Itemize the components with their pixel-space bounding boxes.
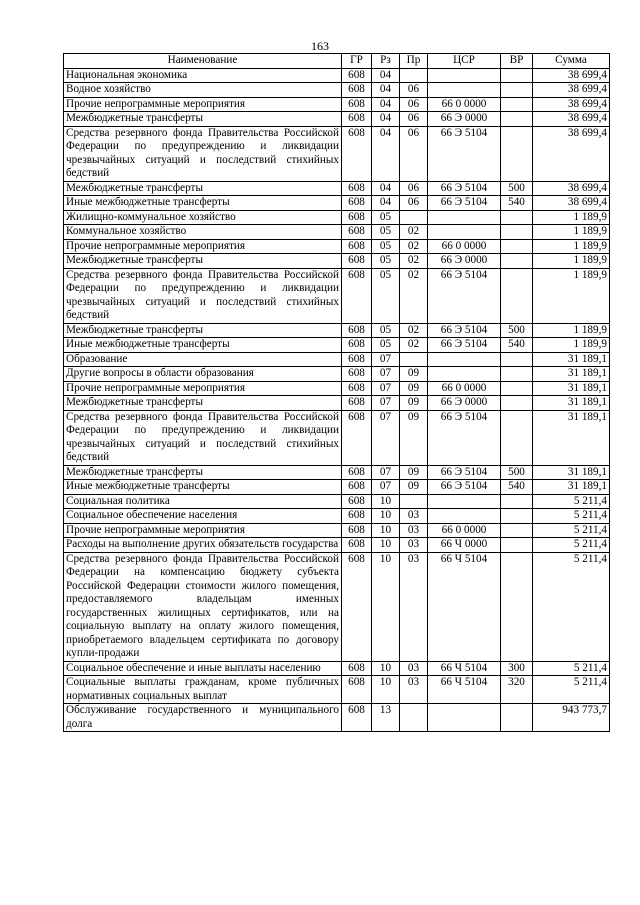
cell-name: Средства резервного фонда Правительства Российской Федерации по предупреждению и ликвидации чрезвычайных ситуаций и последствий стихийных бедствий [64, 268, 342, 323]
cell-name: Межбюджетные трансферты [64, 112, 342, 127]
cell-vr [501, 523, 533, 538]
cell-vr [501, 396, 533, 411]
cell-rz: 07 [372, 367, 400, 382]
header-vr: ВР [501, 54, 533, 69]
cell-name: Межбюджетные трансферты [64, 465, 342, 480]
cell-pr: 02 [400, 268, 428, 323]
cell-vr: 300 [501, 661, 533, 676]
cell-vr [501, 112, 533, 127]
table-row [64, 112, 610, 127]
cell-gr: 608 [342, 254, 372, 269]
cell-sum: 31 189,1 [533, 480, 610, 495]
cell-gr: 608 [342, 352, 372, 367]
cell-vr [501, 381, 533, 396]
table-row [64, 480, 610, 495]
cell-vr [501, 126, 533, 181]
cell-sum: 5 211,4 [533, 494, 610, 509]
table-body [64, 68, 610, 732]
cell-rz: 05 [372, 323, 400, 338]
cell-pr: 02 [400, 338, 428, 353]
cell-vr: 500 [501, 323, 533, 338]
cell-rz: 10 [372, 523, 400, 538]
cell-rz: 04 [372, 83, 400, 98]
cell-vr [501, 552, 533, 661]
cell-gr: 608 [342, 68, 372, 83]
cell-csr: 66 0 0000 [428, 523, 501, 538]
cell-pr [400, 210, 428, 225]
cell-rz: 05 [372, 338, 400, 353]
cell-gr: 608 [342, 494, 372, 509]
cell-name: Коммунальное хозяйство [64, 225, 342, 240]
table-row [64, 509, 610, 524]
table-row [64, 552, 610, 661]
cell-vr [501, 509, 533, 524]
cell-pr: 09 [400, 381, 428, 396]
cell-name: Иные межбюджетные трансферты [64, 338, 342, 353]
cell-sum: 38 699,4 [533, 181, 610, 196]
cell-sum: 1 189,9 [533, 239, 610, 254]
table-row [64, 381, 610, 396]
cell-csr [428, 704, 501, 732]
cell-sum: 5 211,4 [533, 676, 610, 704]
cell-gr: 608 [342, 323, 372, 338]
cell-sum: 38 699,4 [533, 83, 610, 98]
cell-gr: 608 [342, 196, 372, 211]
cell-gr: 608 [342, 552, 372, 661]
cell-name: Средства резервного фонда Правительства Российской Федерации по предупреждению и ликвидации чрезвычайных ситуаций и последствий стихийных бедствий [64, 126, 342, 181]
cell-name: Социальная политика [64, 494, 342, 509]
cell-pr: 09 [400, 367, 428, 382]
cell-sum: 1 189,9 [533, 338, 610, 353]
cell-sum: 38 699,4 [533, 196, 610, 211]
cell-sum: 31 189,1 [533, 352, 610, 367]
cell-sum: 31 189,1 [533, 367, 610, 382]
cell-name: Прочие непрограммные мероприятия [64, 523, 342, 538]
cell-sum: 943 773,7 [533, 704, 610, 732]
cell-gr: 608 [342, 465, 372, 480]
cell-vr: 540 [501, 196, 533, 211]
cell-sum: 5 211,4 [533, 509, 610, 524]
header-pr: Пр [400, 54, 428, 69]
cell-name: Социальное обеспечение населения [64, 509, 342, 524]
table-row [64, 410, 610, 465]
cell-rz: 10 [372, 509, 400, 524]
cell-gr: 608 [342, 509, 372, 524]
table-row [64, 196, 610, 211]
cell-vr: 540 [501, 480, 533, 495]
cell-vr [501, 704, 533, 732]
table-row [64, 181, 610, 196]
table-row [64, 83, 610, 98]
cell-name: Образование [64, 352, 342, 367]
cell-csr: 66 Э 5104 [428, 410, 501, 465]
cell-csr: 66 Э 5104 [428, 480, 501, 495]
cell-rz: 04 [372, 112, 400, 127]
cell-pr: 09 [400, 465, 428, 480]
cell-pr: 02 [400, 239, 428, 254]
cell-csr [428, 509, 501, 524]
cell-rz: 04 [372, 68, 400, 83]
cell-vr: 320 [501, 676, 533, 704]
cell-pr: 06 [400, 112, 428, 127]
cell-rz: 05 [372, 268, 400, 323]
cell-sum: 1 189,9 [533, 254, 610, 269]
cell-name: Прочие непрограммные мероприятия [64, 381, 342, 396]
table-row [64, 126, 610, 181]
cell-csr [428, 367, 501, 382]
cell-pr: 03 [400, 676, 428, 704]
cell-sum: 1 189,9 [533, 225, 610, 240]
cell-csr: 66 Ч 5104 [428, 552, 501, 661]
cell-csr: 66 Э 0000 [428, 396, 501, 411]
header-csr: ЦСР [428, 54, 501, 69]
cell-pr: 06 [400, 196, 428, 211]
cell-rz: 10 [372, 538, 400, 553]
cell-pr: 02 [400, 254, 428, 269]
cell-name: Другие вопросы в области образования [64, 367, 342, 382]
cell-csr [428, 68, 501, 83]
cell-pr: 06 [400, 126, 428, 181]
cell-sum: 1 189,9 [533, 323, 610, 338]
cell-pr [400, 68, 428, 83]
cell-sum: 38 699,4 [533, 126, 610, 181]
header-name: Наименование [64, 54, 342, 69]
cell-sum: 5 211,4 [533, 661, 610, 676]
cell-sum: 31 189,1 [533, 410, 610, 465]
cell-sum: 5 211,4 [533, 523, 610, 538]
cell-name: Межбюджетные трансферты [64, 254, 342, 269]
cell-vr [501, 352, 533, 367]
cell-rz: 07 [372, 410, 400, 465]
table-row [64, 323, 610, 338]
cell-csr: 66 Э 0000 [428, 112, 501, 127]
cell-gr: 608 [342, 538, 372, 553]
cell-rz: 13 [372, 704, 400, 732]
cell-pr: 03 [400, 661, 428, 676]
cell-pr: 02 [400, 225, 428, 240]
cell-sum: 1 189,9 [533, 210, 610, 225]
cell-gr: 608 [342, 210, 372, 225]
cell-csr: 66 Э 5104 [428, 268, 501, 323]
cell-pr: 06 [400, 83, 428, 98]
cell-rz: 07 [372, 352, 400, 367]
cell-csr [428, 352, 501, 367]
cell-rz: 05 [372, 210, 400, 225]
cell-pr [400, 352, 428, 367]
cell-name: Межбюджетные трансферты [64, 181, 342, 196]
cell-vr [501, 210, 533, 225]
cell-rz: 07 [372, 381, 400, 396]
cell-csr: 66 0 0000 [428, 381, 501, 396]
table-row [64, 97, 610, 112]
cell-rz: 05 [372, 225, 400, 240]
table-row [64, 396, 610, 411]
table-row [64, 338, 610, 353]
cell-name: Расходы на выполнение других обязательств государства [64, 538, 342, 553]
cell-rz: 10 [372, 676, 400, 704]
cell-rz: 05 [372, 254, 400, 269]
cell-rz: 10 [372, 661, 400, 676]
cell-rz: 04 [372, 181, 400, 196]
cell-gr: 608 [342, 410, 372, 465]
budget-table [63, 53, 610, 732]
cell-name: Средства резервного фонда Правительства Российской Федерации на компенсацию бюджету субъекта Российской Федерации стоимости жилого помещения, предоставляемого владельцам именных государственных жилищных сертификатов, или на социальную выплату на оплату жилого помещения, приобретаемого владельцем сертификата по договору купли-продажи [64, 552, 342, 661]
cell-csr: 66 Э 5104 [428, 323, 501, 338]
cell-pr: 09 [400, 410, 428, 465]
cell-vr [501, 83, 533, 98]
cell-pr: 03 [400, 552, 428, 661]
cell-vr [501, 494, 533, 509]
cell-pr: 03 [400, 509, 428, 524]
cell-name: Обслуживание государственного и муниципального долга [64, 704, 342, 732]
cell-gr: 608 [342, 338, 372, 353]
table-row [64, 254, 610, 269]
table-row [64, 239, 610, 254]
cell-gr: 608 [342, 704, 372, 732]
table-row [64, 704, 610, 732]
cell-pr: 06 [400, 97, 428, 112]
cell-sum: 5 211,4 [533, 538, 610, 553]
cell-gr: 608 [342, 239, 372, 254]
cell-sum: 38 699,4 [533, 97, 610, 112]
cell-sum: 38 699,4 [533, 112, 610, 127]
cell-rz: 04 [372, 97, 400, 112]
cell-gr: 608 [342, 523, 372, 538]
cell-vr [501, 410, 533, 465]
cell-sum: 31 189,1 [533, 396, 610, 411]
cell-pr: 06 [400, 181, 428, 196]
cell-sum: 38 699,4 [533, 68, 610, 83]
cell-name: Межбюджетные трансферты [64, 323, 342, 338]
header-gr: ГР [342, 54, 372, 69]
cell-gr: 608 [342, 676, 372, 704]
cell-csr: 66 Э 0000 [428, 254, 501, 269]
header-sum: Сумма [533, 54, 610, 69]
header-rz: Рз [372, 54, 400, 69]
cell-gr: 608 [342, 112, 372, 127]
cell-vr [501, 268, 533, 323]
table-row [64, 465, 610, 480]
cell-rz: 10 [372, 552, 400, 661]
table-row [64, 661, 610, 676]
cell-gr: 608 [342, 367, 372, 382]
cell-name: Иные межбюджетные трансферты [64, 196, 342, 211]
cell-csr: 66 Ч 5104 [428, 676, 501, 704]
page-number: 163 [311, 39, 329, 53]
cell-csr: 66 Э 5104 [428, 196, 501, 211]
cell-pr: 03 [400, 538, 428, 553]
cell-name: Прочие непрограммные мероприятия [64, 97, 342, 112]
cell-sum: 5 211,4 [533, 552, 610, 661]
cell-csr: 66 Э 5104 [428, 465, 501, 480]
cell-csr: 66 Э 5104 [428, 181, 501, 196]
cell-rz: 07 [372, 396, 400, 411]
cell-gr: 608 [342, 661, 372, 676]
cell-sum: 31 189,1 [533, 465, 610, 480]
cell-rz: 05 [372, 239, 400, 254]
cell-vr [501, 68, 533, 83]
cell-csr: 66 Э 5104 [428, 338, 501, 353]
cell-gr: 608 [342, 480, 372, 495]
table-row [64, 268, 610, 323]
cell-name: Жилищно-коммунальное хозяйство [64, 210, 342, 225]
cell-name: Межбюджетные трансферты [64, 396, 342, 411]
table-row [64, 68, 610, 83]
cell-name: Социальные выплаты гражданам, кроме публичных нормативных социальных выплат [64, 676, 342, 704]
cell-gr: 608 [342, 83, 372, 98]
cell-gr: 608 [342, 181, 372, 196]
cell-vr: 500 [501, 465, 533, 480]
cell-sum: 31 189,1 [533, 381, 610, 396]
cell-rz: 04 [372, 196, 400, 211]
cell-csr: 66 Э 5104 [428, 126, 501, 181]
cell-rz: 04 [372, 126, 400, 181]
cell-sum: 1 189,9 [533, 268, 610, 323]
cell-pr: 02 [400, 323, 428, 338]
cell-pr [400, 494, 428, 509]
cell-pr: 09 [400, 480, 428, 495]
cell-vr [501, 225, 533, 240]
cell-csr [428, 225, 501, 240]
cell-rz: 07 [372, 465, 400, 480]
cell-name: Средства резервного фонда Правительства Российской Федерации по предупреждению и ликвидации чрезвычайных ситуаций и последствий стихийных бедствий [64, 410, 342, 465]
cell-pr: 03 [400, 523, 428, 538]
table-header-row [64, 54, 610, 69]
cell-vr [501, 97, 533, 112]
cell-gr: 608 [342, 225, 372, 240]
cell-name: Национальная экономика [64, 68, 342, 83]
cell-gr: 608 [342, 381, 372, 396]
cell-name: Водное хозяйство [64, 83, 342, 98]
cell-vr [501, 254, 533, 269]
cell-vr [501, 239, 533, 254]
table-row [64, 225, 610, 240]
cell-pr: 09 [400, 396, 428, 411]
table-row [64, 352, 610, 367]
cell-csr [428, 83, 501, 98]
cell-rz: 07 [372, 480, 400, 495]
table-row [64, 523, 610, 538]
cell-vr: 500 [501, 181, 533, 196]
cell-vr: 540 [501, 338, 533, 353]
cell-vr [501, 367, 533, 382]
table-row [64, 494, 610, 509]
cell-csr [428, 210, 501, 225]
cell-rz: 10 [372, 494, 400, 509]
table-row [64, 676, 610, 704]
cell-name: Социальное обеспечение и иные выплаты населению [64, 661, 342, 676]
cell-csr: 66 Ч 5104 [428, 661, 501, 676]
cell-gr: 608 [342, 97, 372, 112]
cell-gr: 608 [342, 396, 372, 411]
table-row [64, 210, 610, 225]
cell-csr [428, 494, 501, 509]
cell-gr: 608 [342, 268, 372, 323]
cell-pr [400, 704, 428, 732]
cell-csr: 66 0 0000 [428, 239, 501, 254]
cell-vr [501, 538, 533, 553]
cell-csr: 66 0 0000 [428, 97, 501, 112]
cell-csr: 66 Ч 0000 [428, 538, 501, 553]
cell-name: Прочие непрограммные мероприятия [64, 239, 342, 254]
table-row [64, 538, 610, 553]
cell-gr: 608 [342, 126, 372, 181]
table-row [64, 367, 610, 382]
cell-name: Иные межбюджетные трансферты [64, 480, 342, 495]
